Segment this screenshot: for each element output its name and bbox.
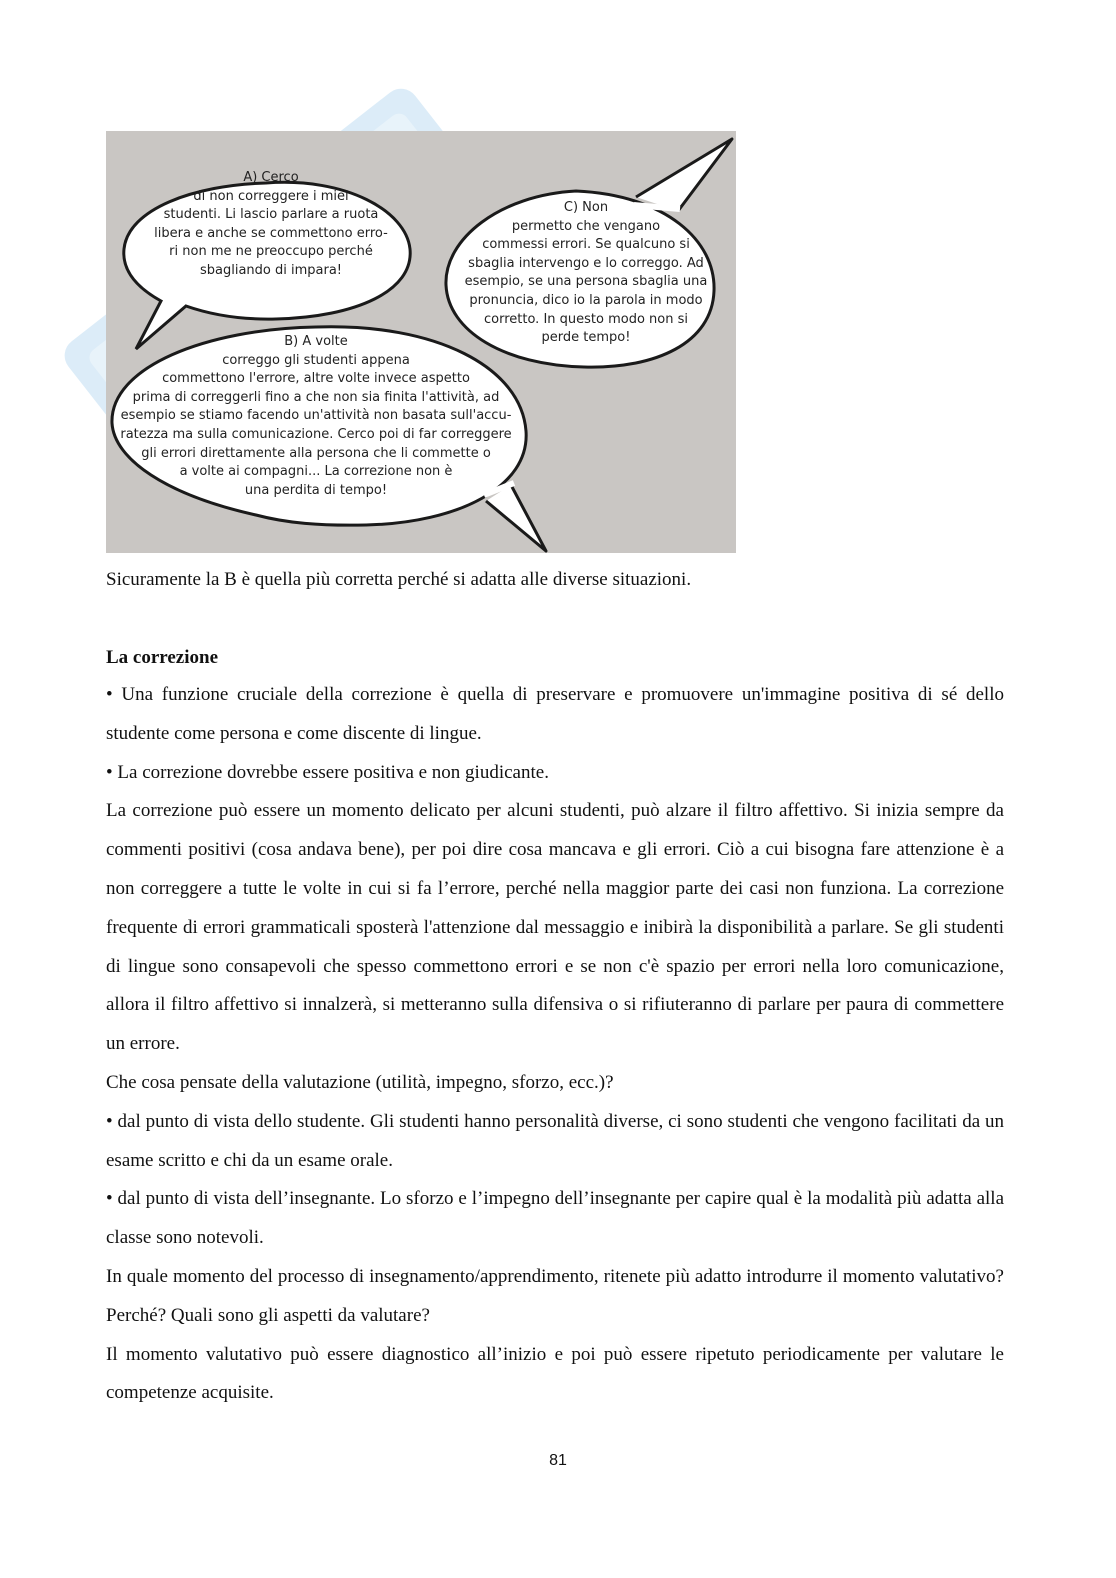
paragraph: • Una funzione cruciale della correzione è quella di preservare e promuovere un'immagine positiva di sé dello studente come persona e come discente di lingue. [106, 684, 1004, 744]
paragraph: • dal punto di vista dell’insegnante. Lo sforzo e l’impegno dell’insegnante per capire qual è la modalità più adatta alla classe sono notevoli. [106, 1188, 1004, 1249]
paragraph: La correzione può essere un momento delicato per alcuni studenti, può alzare il filtro affettivo. Si inizia sempre da commenti positivi (cosa andava bene), per poi dire cosa mancava e gli errori. Ciò a cui bisogna fare attenzione è a non correggere a tutte le volte in cui si fa l’errore, perché nella maggior parte dei casi non funziona. La correzione frequente di errori grammaticali sposterà l'attenzione dal messaggio e inibirà la disponibilità a parlare. Se gli studenti di lingue sono consapevoli che spesso commettono errori e se non c'è spazio per errori nella loro comunicazione, allora il filtro affettivo si innalzerà, si metteranno sulla difensiva o si rifiuteranno di parlare per paura di commettere un errore. [106, 800, 1004, 1055]
figure-caption: Sicuramente la B è quella più corretta perché si adatta alle diverse situazioni. [106, 569, 692, 590]
paragraph: In quale momento del processo di insegnamento/apprendimento, ritenete più adatto introdurre il momento valutativo? Perché? Quali sono gli aspetti da valutare? [106, 1265, 1004, 1326]
paragraph: • dal punto di vista dello studente. Gli studenti hanno personalità diverse, ci sono studenti che vengono facilitati da un esame scritto e chi da un esame orale. [106, 1110, 1004, 1171]
bubble-c-text: C) Non permetto che vengano commessi errori. Se qualcuno si sbaglia intervengo e lo correggo. Ad esempio, se una persona sbaglia una pronuncia, dico io la parola in modo corretto. In questo modo non si perde tempo! [464, 200, 708, 346]
paragraph: • La correzione dovrebbe essere positiva e non giudicante. [106, 761, 549, 783]
bubble-b-text: B) A volte correggo gli studenti appena commettono l'errore, altre volte invece aspetto prima di correggerli fino a che non sia finita l'attività, ad esempio se stiamo facendo un'attività non basata sull'accu- ratezza ma sulla comunicazione. Cerco poi di far correggere gli errori direttamente alla persona che li commette o a volte ai compagni... La correzione non è una perdita di tempo! [120, 334, 512, 498]
paragraph: Che cosa pensate della valutazione (utilità, impegno, sforzo, ecc.)? [106, 1071, 614, 1093]
paragraph: Il momento valutativo può essere diagnostico all’inizio e poi può essere ripetuto periodicamente per valutare le competenze acquisite. [106, 1343, 1004, 1404]
bubble-a-text: A) Cerco di non correggere i miei studenti. Li lascio parlare a ruota libera e anche se commettono erro- ri non me ne preoccupo perché sbagliando di impara! [154, 170, 388, 278]
section-heading: La correzione [106, 647, 219, 668]
page-number: 81 [549, 1452, 567, 1469]
speech-bubbles-figure [106, 131, 736, 553]
body-text [106, 676, 1004, 1413]
